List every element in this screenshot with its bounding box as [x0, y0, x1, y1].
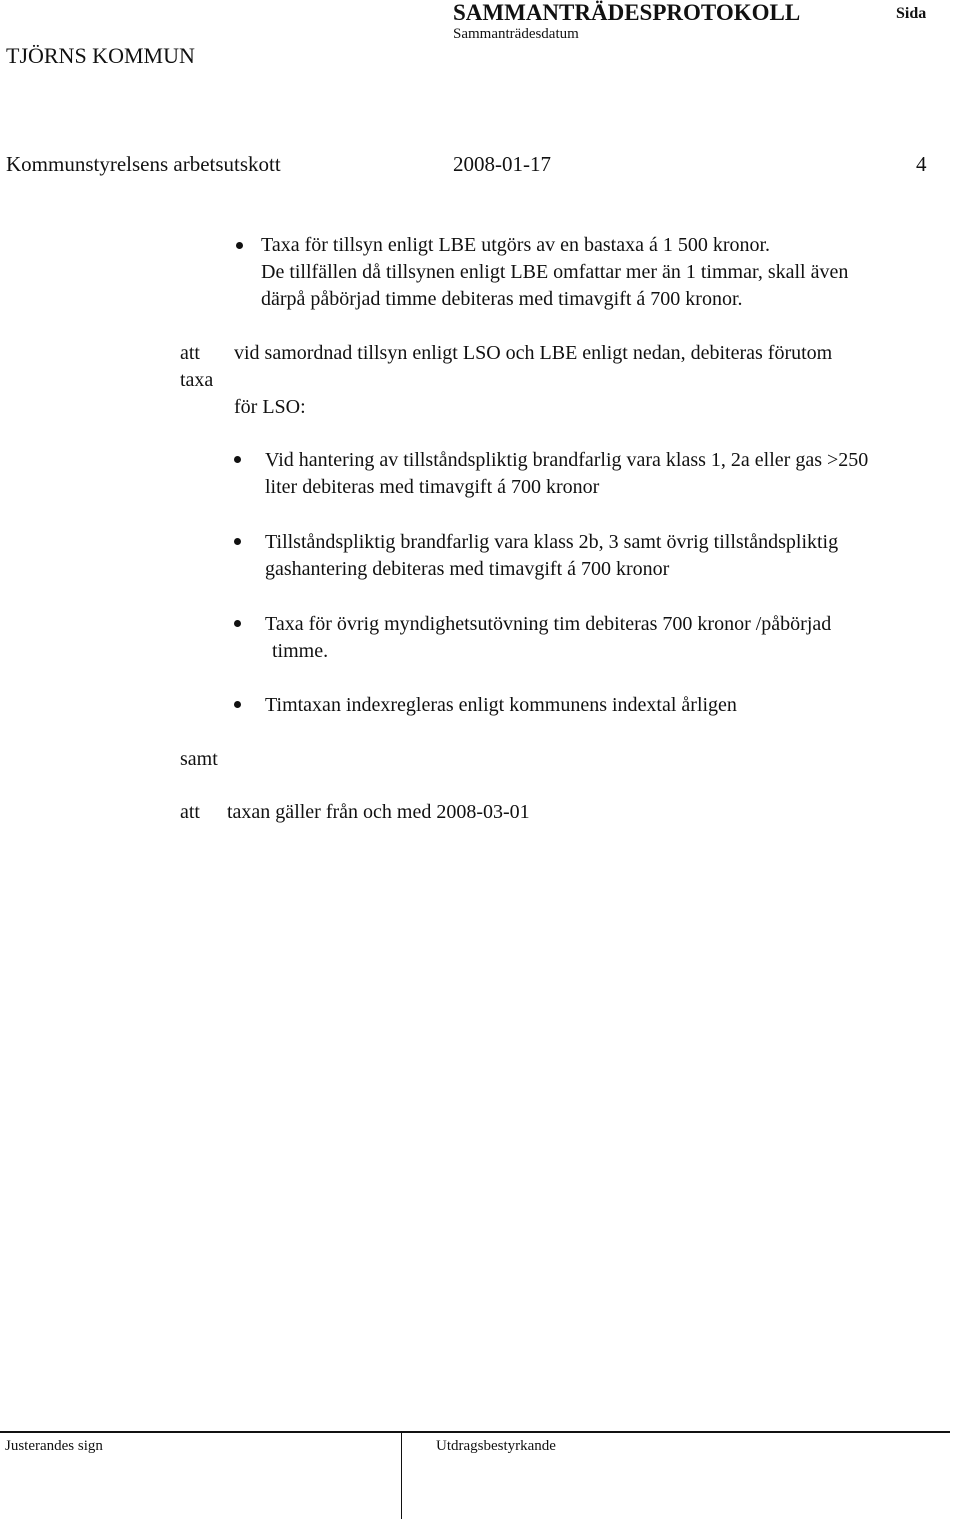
list-item-3-line-1: Taxa för övrig myndighetsutövning tim debiteras 700 kronor /påbörjad: [265, 613, 832, 635]
list-item-3-line-2: timme.: [272, 640, 329, 662]
bullet-icon: [236, 242, 243, 249]
list-item-1-line-1: Vid hantering av tillståndspliktig brandfarlig vara klass 1, 2a eller gas >250: [265, 449, 869, 471]
samt-connector: samt: [180, 748, 218, 770]
utdragsbestyrkande-label: Utdragsbestyrkande: [436, 1438, 556, 1454]
list-item-4-line-1: Timtaxan indexregleras enligt kommunens indextal årligen: [265, 694, 737, 716]
bullet-icon: [234, 701, 241, 708]
list-item-1-line-2: liter debiteras med timavgift á 700 kronor: [265, 476, 600, 498]
decision-text-line-1: vid samordnad tillsyn enligt LSO och LBE enligt nedan, debiteras förutom: [234, 342, 833, 364]
list-item-2-line-1: Tillståndspliktig brandfarlig vara klass 2b, 3 samt övrig tillståndspliktig: [265, 531, 839, 553]
page-number: 4: [916, 152, 927, 176]
bullet-icon: [234, 456, 241, 463]
justerandes-sign-label: Justerandes sign: [5, 1438, 103, 1454]
decision2-text: taxan gäller från och med 2008-03-01: [227, 801, 530, 823]
committee-name: Kommunstyrelsens arbetsutskott: [6, 152, 281, 176]
protocol-title: SAMMANTRÄDESPROTOKOLL: [453, 0, 801, 25]
lbe-tax-line-1: Taxa för tillsyn enligt LBE utgörs av en bastaxa á 1 500 kronor.: [261, 234, 771, 256]
meeting-date-label: Sammanträdesdatum: [453, 26, 579, 42]
lbe-tax-line-3: därpå påbörjad timme debiteras med timavgift á 700 kronor.: [261, 288, 743, 310]
decision-label-taxa: taxa: [180, 369, 214, 391]
meeting-date: 2008-01-17: [453, 152, 551, 176]
bullet-icon: [234, 538, 241, 545]
org-name: TJÖRNS KOMMUN: [6, 43, 195, 68]
decision-label-att: att: [180, 342, 200, 364]
page-label: Sida: [896, 5, 927, 22]
bullet-icon: [234, 620, 241, 627]
footer-rule: [0, 1431, 950, 1433]
list-item-2-line-2: gashantering debiteras med timavgift á 700 kronor: [265, 558, 670, 580]
decision2-label-att: att: [180, 801, 200, 823]
footer-divider: [401, 1431, 402, 1519]
lbe-tax-line-2: De tillfällen då tillsynen enligt LBE omfattar mer än 1 timmar, skall även: [261, 261, 849, 283]
decision-text-line-2: för LSO:: [234, 396, 306, 418]
